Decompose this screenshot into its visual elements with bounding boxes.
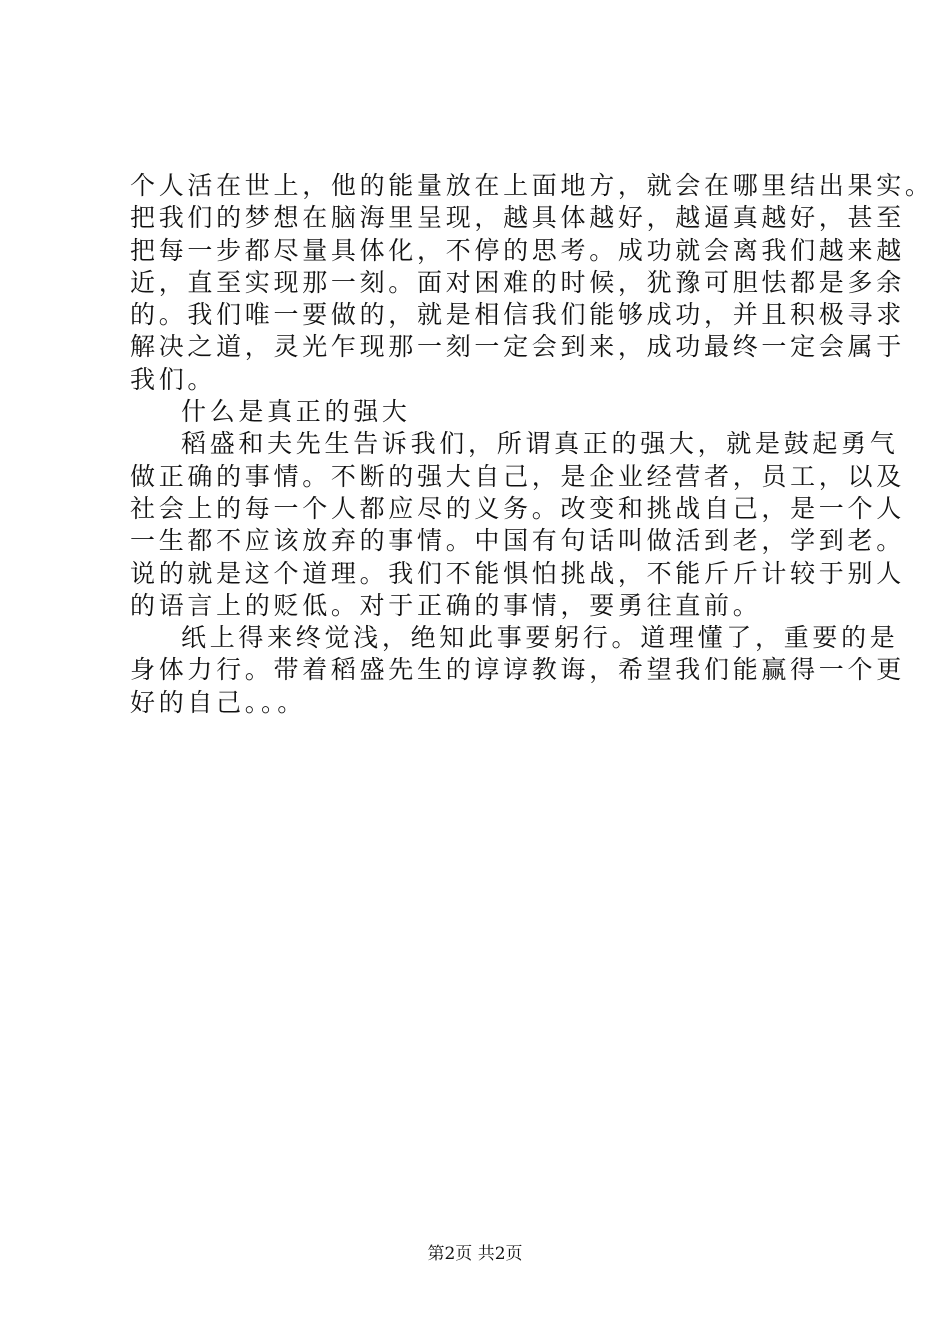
text-line: 的语言上的贬低。对于正确的事情，要勇往直前。 [130,590,762,620]
text-line: 社会上的每一个人都应尽的义务。改变和挑战自己，是一个人 [130,493,905,523]
text-line: 把我们的梦想在脑海里呈现，越具体越好，越逼真越好，甚至 [130,203,905,233]
page-number-footer: 第2页 共2页 [427,1244,523,1264]
text-line: 我们。 [130,364,217,394]
section-heading: 什么是真正的强大 [181,397,411,427]
text-line: 近，直至实现那一刻。面对困难的时候，犹豫可胆怯都是多余 [130,267,905,297]
text-line: 稻盛和夫先生告诉我们，所谓真正的强大，就是鼓起勇气 [181,429,899,459]
text-line: 好的自己。。。 [130,687,306,717]
text-line: 说的就是这个道理。我们不能惧怕挑战，不能斤斤计较于别人 [130,558,905,588]
text-line: 身体力行。带着稻盛先生的谆谆教诲，希望我们能赢得一个更 [130,655,905,685]
document-body [130,170,934,719]
text-line: 解决之道，灵光乍现那一刻一定会到来，成功最终一定会属于 [130,332,905,362]
text-line: 纸上得来终觉浅，绝知此事要躬行。道理懂了，重要的是 [181,623,899,653]
text-line: 做正确的事情。不断的强大自己，是企业经营者，员工，以及 [130,461,905,491]
text-line: 把每一步都尽量具体化，不停的思考。成功就会离我们越来越 [130,235,905,265]
text-line: 个人活在世上，他的能量放在上面地方，就会在哪里结出果实。 [130,171,934,200]
text-line: 一生都不应该放弃的事情。中国有句话叫做活到老，学到老。 [130,526,905,556]
text-line: 的。我们唯一要做的，就是相信我们能够成功，并且积极寻求 [130,300,905,330]
